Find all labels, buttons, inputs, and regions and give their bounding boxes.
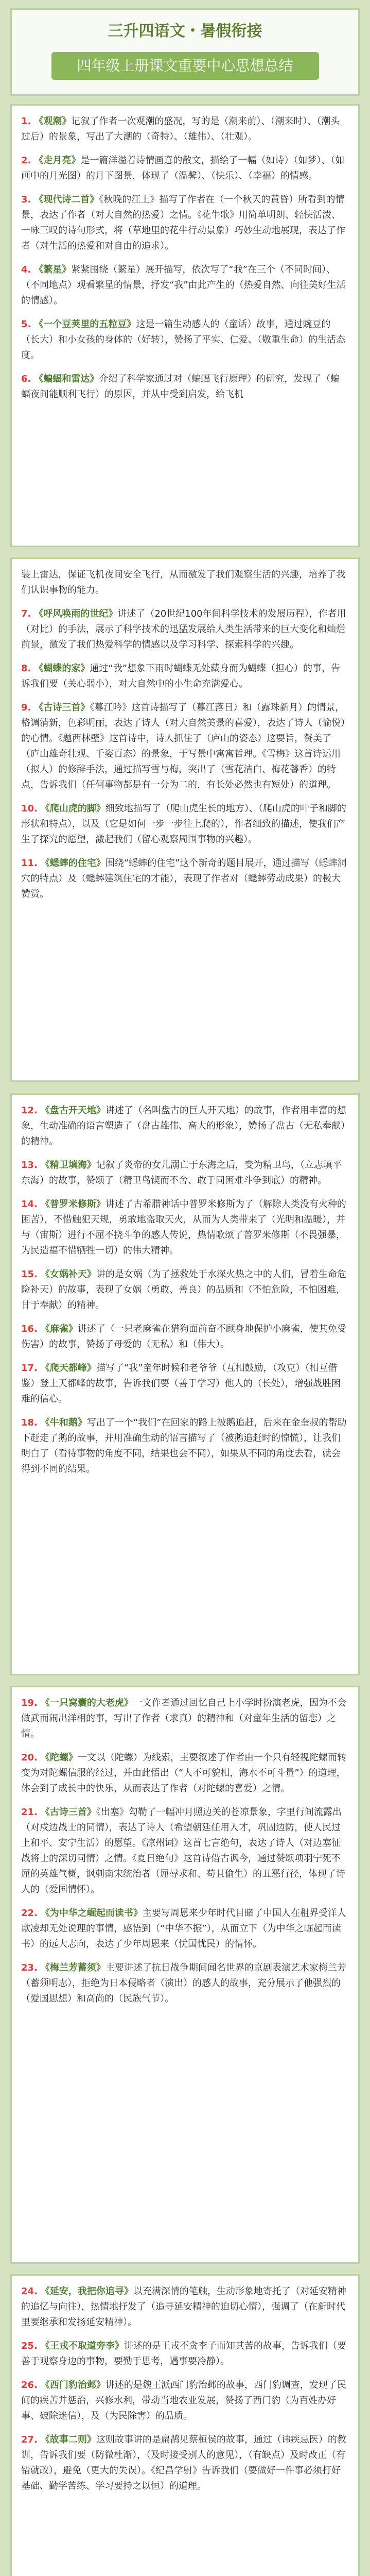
item-text: 讲述了（一只老麻雀在猎狗面前奋不顾身地保护小麻雀，使其免受伤害）的故事，赞扬了母爱的（无私）和（伟大）。 <box>21 1324 346 1350</box>
item-number: 23. <box>21 1962 38 1973</box>
item-number: 24. <box>21 2286 38 2297</box>
panel-1 <box>10 104 360 547</box>
item-text: 讲述的是魏王派西门豹治邺的故事，西门豹调查，发现了民间的疾苦并惩治，兴修水利，带动当地农业发展，赞扬了西门豹（为百姓办好事、破除迷信），及（为民除害）的品质。 <box>21 2380 346 2421</box>
summary-item <box>21 2338 349 2369</box>
item-title: 《麻雀》 <box>40 1324 78 1334</box>
item-number: 16. <box>21 1324 38 1334</box>
item-number: 5. <box>21 319 31 330</box>
summary-item <box>21 2378 349 2424</box>
item-text: 这则故事讲的是扁鹊见蔡桓侯的故事，通过（讳疾忌医）的教训，告诉我们要（防微杜渐），（及时接受别人的意见），（有缺点）及时改正（有错就改），避免（更大的失误）。《纪昌学射》告诉我们（要做好一件事必须打好基础、勤学苦练、学习要持之以恒）的道理。 <box>21 2434 346 2492</box>
item-text: 讲述了（20世纪100年间科学技术的发展历程），作者用（对比）的手法，展示了科学技术的迅猛发展给人类生活带来的巨大变化和灿烂前景，激发了我们热爱科学的情感以及学习科学、探索科学的兴趣。 <box>21 608 346 650</box>
item-number: 18. <box>21 1417 38 1428</box>
item-title: 《西门豹治邺》 <box>40 2380 105 2391</box>
item-title: 《爬山虎的脚》 <box>40 803 105 814</box>
summary-item <box>21 1361 349 1407</box>
header-card <box>10 8 360 96</box>
item-number: 19. <box>21 1698 38 1708</box>
summary-item <box>21 1415 349 1477</box>
item-number: 10. <box>21 803 38 814</box>
item-title: 《一个豆荚里的五粒豆》 <box>34 319 136 330</box>
summary-item <box>21 153 349 184</box>
item-number: 4. <box>21 264 31 275</box>
summary-item <box>21 700 349 793</box>
item-title: 《蝙蝠和雷达》 <box>34 374 99 384</box>
item-title: 《延安，我把你追寻》 <box>40 2286 133 2297</box>
item-text: 这是一篇生动感人的（童话）故事，通过豌豆的（长大）和小女孩的身体的（好转），赞扬了平实、仁爱、（敬重生命）的生活态度。 <box>21 319 345 361</box>
summary-item <box>21 114 349 145</box>
summary-item <box>21 1197 349 1259</box>
item-number: 9. <box>21 702 31 713</box>
item-text: 主要写周恩来少年时代目睹了中国人在租界受洋人欺凌却无处说理的事情，感悟到（“中华不振”），从而立下（为中华之崛起而读书）的远大志向，表达了少年周恩来（忧国忧民）的情怀。 <box>21 1908 346 1950</box>
item-title: 《繁星》 <box>34 264 72 275</box>
item-text: 《暮江吟》这首诗描写了（暮江落日）和（露珠新月）的情景，格调清新，色彩明丽，表达了诗人（对大自然美景的喜爱），表达了诗人（愉悦）的心情。《题西林壁》这首诗中，诗人抓住了（庐山的姿态）这要旨，赞美了（庐山雄奇壮观、千姿百态）的景象，于写景中寓寓哲理。《雪梅》这首诗运用（拟人）的修辞手法，通过描写雪与梅，突出了（雪花洁白、梅花馨香）的特点，告诉我们（任何事物都是有一分为二的，有长处必然也有短处）的道理。 <box>21 702 345 790</box>
summary-item <box>21 856 349 902</box>
item-text: 一文作者通过回忆自己上小学时扮演老虎，因为不会做武而闹出洋相的事，写出了作者（求真）的精神和（对童年生活的留恋）之情。 <box>21 1698 346 1739</box>
item-text: 讲述的是王戎不贪李子而知其苦的故事，告诉我们（要善于观察身边的事物，要勤于思考，遇事要冷静）。 <box>21 2341 346 2367</box>
item-text: 介绍了科学家通过对（蝙蝠飞行原理）的研究，发现了（蝙蝠夜间能顺利飞行）的原因，并从中受到启发，给飞机 <box>21 374 340 400</box>
summary-item <box>21 1321 349 1352</box>
summary-item <box>21 1103 349 1149</box>
item-title: 《爬天都峰》 <box>40 1363 96 1374</box>
item-title: 《古诗三首》 <box>34 702 90 713</box>
item-title: 《现代诗二首》 <box>34 194 99 205</box>
item-text: 主要讲述了抗日战争期间闻名世界的京剧表演艺术家梅兰芳（蓄须明志），拒绝为日本侵略者（演出）的感人的故事，充分展示了他强烈的（爱国思想）和高尚的（民族气节）。 <box>21 1962 346 2004</box>
item-text: 细致地描写了（爬山虎生长的地方）、（爬山虎的叶子和脚的形状和特点），以及（它是如何一步一步往上爬的），作者细致的描述，使我们产生了探究的愿望，激起我们（留心观察周围事物的兴趣）。 <box>21 803 346 845</box>
item-text: 讲述了（名叫盘古的巨人开天地）的故事，作者用丰富的想象，生动准确的语言塑造了（盘古雄伟、高大的形象），赞扬了盘古（无私奉献）的精神。 <box>21 1105 346 1147</box>
item-title: 《为中华之崛起而读书》 <box>40 1908 143 1919</box>
item-text: 是一篇洋溢着诗情画意的散文，描绘了一幅（如诗）（如梦）、（如画中的月光图）的月下图景，体现了（温馨）、（快乐）、（幸福）的情感。 <box>21 155 345 181</box>
summary-item <box>21 801 349 848</box>
panel-2-lead: 装上雷达，保证飞机夜间安全飞行，从而激发了我们观察生活的兴趣，培养了我们认识事物的能力。 <box>21 569 345 596</box>
item-number: 8. <box>21 663 31 674</box>
item-title: 《女娲补天》 <box>40 1269 96 1280</box>
summary-item <box>21 262 349 309</box>
item-number: 13. <box>21 1160 38 1171</box>
item-title: 《呼风唤雨的世纪》 <box>34 608 118 619</box>
item-number: 2. <box>21 155 31 166</box>
item-title: 《观潮》 <box>34 116 72 127</box>
item-title: 《故事二则》 <box>40 2434 96 2445</box>
summary-item <box>21 1267 349 1313</box>
item-number: 12. <box>21 1105 38 1116</box>
page-title: 三升四语文・暑假衔接 <box>108 22 262 40</box>
item-number: 25. <box>21 2341 38 2351</box>
item-number: 20. <box>21 1752 38 1763</box>
item-number: 1. <box>21 116 31 127</box>
item-number: 21. <box>21 1807 38 1818</box>
item-title: 《盘古开天地》 <box>40 1105 105 1116</box>
item-text: 写出了一个“我们”在回家的路上被鹅追赶，后来在金奎叔的帮助下赶走了鹅的故事，并用准确生动的语言描写了（被鹅追赶时的惊慌），让我们明白了（看待事物的角度不同，结果也会不同），如果从不同的角度去看，就会得到不同的结果。 <box>21 1417 347 1475</box>
panel-2 <box>10 557 360 1082</box>
item-number: 27. <box>21 2434 38 2445</box>
panel-3 <box>10 1093 360 1675</box>
item-text: 讲述了古希腊神话中普罗米修斯为了（解除人类没有火种的困苦），不惜触犯天规，勇敢地盗取天火，从而为人类带来了（光明和温暖），并与（宙斯）进行不屈不挠斗争的感人传说，热情歌颂了普罗米修斯（不畏强暴，为民造福不惜牺牲一切）的伟大精神。 <box>21 1199 346 1256</box>
summary-item <box>21 1805 349 1897</box>
item-text: 记叙了作者一次观潮的盛况，写的是（潮来前）、（潮来时）、（潮头过后）的景象，写出了大潮的（奇特）、（雄伟）、（壮观）。 <box>21 116 340 142</box>
item-text: 一文以（陀螺）为线索，主要叙述了作者由一个只有轻视陀螺而转变为对陀螺信服的经过，并由此悟出（“人不可貌相，海水不可斗量”）的道理，体会到了成长中的快乐，从而表达了作者（对陀螺的喜爱）之情。 <box>21 1752 346 1794</box>
summary-item <box>21 1696 349 1742</box>
item-text: 记叙了炎帝的女儿溺亡于东海之后，变为精卫鸟，（立志填平东海）的故事，赞颂了（精卫鸟锲而不舍、敢于同困难斗争到底）的精神。 <box>21 1160 342 1186</box>
panel-4 <box>10 1686 360 2264</box>
summary-item <box>21 371 349 402</box>
summary-item <box>21 606 349 653</box>
item-text: 紧紧围绕（繁星）展开描写，依次写了“我”在三个（不同时间）、（不同地点）观看繁星的情景，抒发“我”由此产生的（热爱自然、向往美好生活的情感）。 <box>21 264 346 306</box>
item-number: 3. <box>21 194 31 205</box>
item-text: 以充满深情的笔触，生动形象地寄托了（对延安精神的追忆与向往），热情地抒发了（追寻延安精神的迫切心情），强调了（在新时代里要继承和发扬延安精神）。 <box>21 2286 346 2328</box>
summary-item <box>21 1906 349 1952</box>
summary-item <box>21 1960 349 2007</box>
item-title: 《蝴蝶的家》 <box>34 663 90 674</box>
item-title: 《走月亮》 <box>34 155 81 166</box>
item-title: 《王戎不取道旁李》 <box>40 2341 124 2351</box>
item-title: 《蟋蟀的住宅》 <box>40 858 105 869</box>
item-title: 《普罗米修斯》 <box>40 1199 105 1210</box>
item-number: 17. <box>21 1363 38 1374</box>
summary-item <box>21 317 349 363</box>
item-title: 《牛和鹅》 <box>40 1417 87 1428</box>
item-text: 通过“我”想象下雨时蝴蝶无处藏身而为蝴蝶（担心）的事，告诉我们要（关心弱小），对大自然中的小生命充满爱心。 <box>21 663 341 689</box>
item-number: 6. <box>21 374 31 384</box>
item-text: 《秋晚的江上》描写了作者在（一个秋天的黄昏）所看到的情景，表达了作者（对大自然的热爱）之情。《花牛歌》用简单明朗、轻快活泼、一咏三叹的诗句形式，将（草地里的花牛行动景象）巧妙生动地展现，表达了作者（对生活的热爱和对自由的追求）。 <box>21 194 345 251</box>
item-text: 描写了“我”童年时候和老爷爷（互相鼓励，（攻克）（相互借鉴）登上天都峰的故事，告诉我们要（善于学习）他人的（长处），增强战胜困难的信心。 <box>21 1363 341 1404</box>
item-title: 《一只窝囊的大老虎》 <box>40 1698 133 1708</box>
item-number: 14. <box>21 1199 38 1210</box>
summary-item <box>21 192 349 254</box>
item-number: 22. <box>21 1908 38 1919</box>
item-title: 《精卫填海》 <box>40 1160 96 1171</box>
item-number: 7. <box>21 608 31 619</box>
item-text: 讲的是女娲（为了拯救处于水深火热之中的人们，冒着生命危险补天）的故事，表现了女娲（勇敢、善良）的品质和（不怕危险，不怕困难，甘于奉献）的精神。 <box>21 1269 346 1311</box>
summary-item <box>21 1750 349 1797</box>
summary-item <box>21 2284 349 2330</box>
summary-item <box>21 661 349 692</box>
item-title: 《陀螺》 <box>40 1752 78 1763</box>
item-title: 《古诗三首》 <box>40 1807 96 1818</box>
panel-5 <box>10 2274 360 2576</box>
item-text: 围绕“蟋蟀的住宅”这个新奇的题目展开，通过描写（蟋蟀洞穴的特点）及（蟋蟀建筑住宅的才能），表现了作者对（蟋蟀劳动成果）的极大赞赏。 <box>21 858 347 900</box>
item-number: 15. <box>21 1269 38 1280</box>
summary-item <box>21 1158 349 1189</box>
summary-item <box>21 2432 349 2494</box>
item-text: 《出塞》勾勒了一幅冲月照边关的苍凉景象，字里行间流露出（对戍边战士的同情），表达了诗人（希望朝廷任用人才，巩固边防，使人民过上和平、安宁生活）的愿望。《凉州词》这首七言绝句，表达了诗人（对边塞征战将士的深切同情）之情。《夏日绝句》这首诗借古讽今，通过赞颂项羽宁死不屈的英雄气概，讽刺南宋统治者（屈辱求和、苟且偷生）的丑恶行径，体现了诗人的（爱国情怀）。 <box>21 1807 345 1895</box>
item-number: 26. <box>21 2380 38 2391</box>
page-subtitle: 四年级上册课文重要中心思想总结 <box>51 52 319 80</box>
item-number: 11. <box>21 858 38 869</box>
item-title: 《梅兰芳蓄须》 <box>40 1962 105 1973</box>
